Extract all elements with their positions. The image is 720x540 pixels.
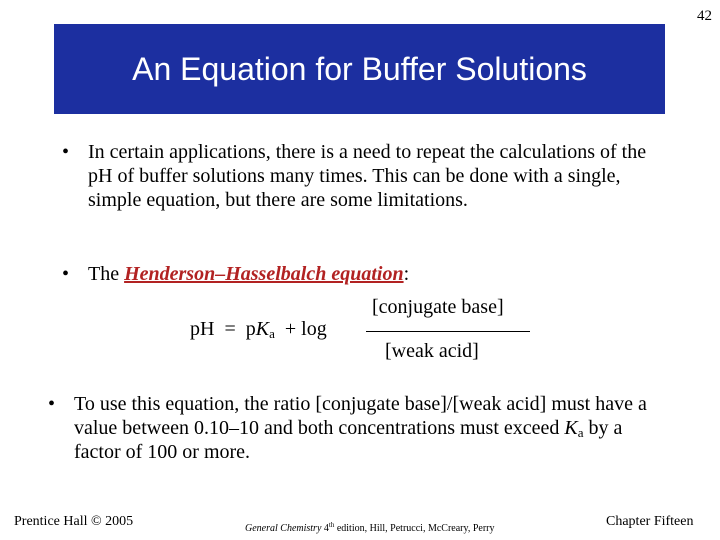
bullet-sub: a	[577, 425, 584, 440]
equation-denominator: [weak acid]	[385, 340, 479, 362]
bullet-text: In certain applications, there is a need to repeat the calculations of the pH of buffer solutions many times. This can be done with a single, simple equation, but there are some limitations.	[88, 141, 647, 211]
henderson-hasselbalch-equation	[190, 296, 550, 372]
slide-title: An Equation for Buffer Solutions	[132, 50, 587, 87]
bullet-suffix: :	[403, 263, 410, 285]
bullet-dot: •	[48, 393, 56, 415]
bullet-prefix: The	[88, 263, 125, 285]
bullet-text-part2: by a factor of 100 or more.	[74, 417, 623, 463]
footer-chapter: Chapter Fifteen	[606, 514, 694, 529]
bullet-item-2	[62, 262, 668, 286]
bullet-dot: •	[62, 263, 70, 285]
footer-publisher: Prentice Hall © 2005	[14, 514, 134, 529]
equation-numerator: [conjugate base]	[372, 296, 504, 318]
henderson-hasselbalch-term: Henderson–Hasselbalch equation	[124, 263, 404, 285]
footer-book-citation	[245, 523, 495, 534]
bullet-k: K	[564, 417, 578, 439]
title-banner	[54, 24, 665, 114]
bullet-item-3	[48, 392, 674, 464]
footer-authors: edition, Hill, Petrucci, McCreary, Perry	[334, 523, 495, 534]
bullet-item-1	[62, 140, 668, 212]
bullet-text-part1: To use this equation, the ratio [conjugate base]/[weak acid] must have a value between 0.10–10 and both concentrations must exceed	[74, 393, 647, 439]
page-number: 42	[697, 8, 712, 24]
equation-sub: a	[269, 326, 275, 341]
bullet-dot: •	[62, 141, 70, 163]
equation-log: + log	[274, 318, 327, 340]
equation-ph: pH = p	[190, 318, 256, 340]
footer-edition-sup: th	[328, 521, 335, 529]
equation-lhs	[190, 318, 327, 341]
equation-k: K	[255, 318, 270, 340]
fraction-bar	[366, 331, 530, 332]
footer-book-title: General Chemistry	[245, 523, 322, 534]
footer-edition-num: 4	[323, 523, 329, 534]
